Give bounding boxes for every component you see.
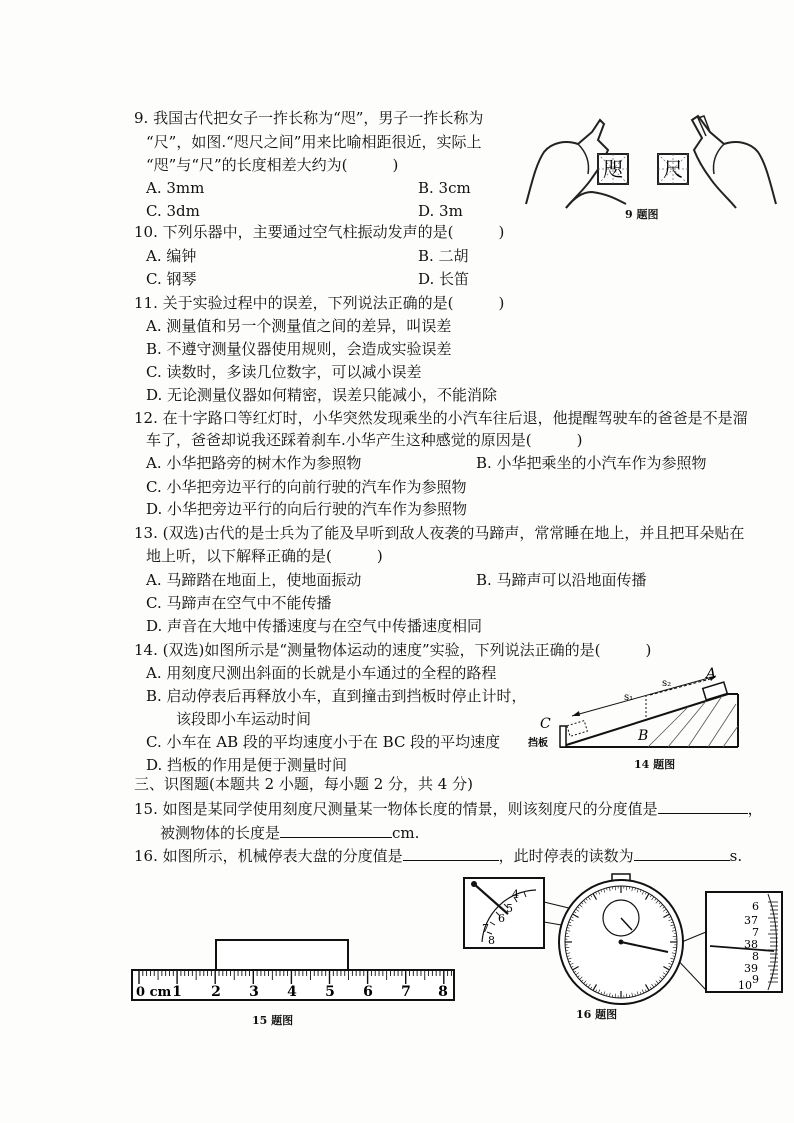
q14-label-b: B	[638, 728, 649, 744]
q14-label-c: C	[540, 716, 551, 732]
q11-option-b[interactable]: B. 不遵守测量仪器使用规则，会造成实验误差	[146, 340, 452, 358]
q13-stem-line-1: 13. (双选)古代的是士兵为了能及早听到敌人夜袭的马蹄声，常常睡在地上，并且把耳朵贴在	[134, 524, 745, 542]
q15-ruler-unit: 0 cm	[136, 985, 172, 1000]
q15-answer-blank-1[interactable]	[658, 799, 748, 814]
q14-option-a[interactable]: A. 用刻度尺测出斜面的长就是小车通过的全程的路程	[146, 664, 497, 682]
q14-label-s2: s₂	[662, 678, 672, 689]
q13-stem-line-2: 地上听，以下解释正确的是( )	[146, 547, 383, 565]
q14-incline-figure	[528, 664, 740, 754]
q11-option-d[interactable]: D. 无论测量仪器如何精密，误差只能减小，不能消除	[146, 386, 498, 404]
q9-hands-figure	[522, 112, 780, 212]
q16-stem-post: s.	[729, 847, 743, 865]
q11-stem: 11. 关于实验过程中的误差，下列说法正确的是( )	[134, 294, 505, 312]
q16-stem-mid: ，此时停表的读数为	[498, 847, 634, 865]
q9-stem-line-3: “咫”与“尺”的长度相差大约为( )	[146, 156, 399, 174]
q11-option-c[interactable]: C. 读数时，多读几位数字，可以减小误差	[146, 363, 422, 381]
q14-option-c[interactable]: C. 小车在 AB 段的平均速度小于在 BC 段的平均速度	[146, 733, 501, 751]
q9-option-c[interactable]: C. 3dm	[146, 202, 200, 220]
q16-stopwatch-figure	[462, 872, 784, 1006]
q16-large-num-10: 10	[738, 979, 752, 992]
q16-large-num-8: 8	[752, 950, 759, 963]
q16-answer-blank-2[interactable]	[634, 846, 730, 861]
q15-stem-line-2	[160, 823, 419, 843]
q9-option-a[interactable]: A. 3mm	[146, 179, 205, 197]
q12-option-d[interactable]: D. 小华把旁边平行的向后行驶的汽车作为参照物	[146, 500, 468, 518]
q13-option-c[interactable]: C. 马蹄声在空气中不能传播	[146, 594, 332, 612]
q16-small-num-8: 8	[488, 934, 495, 947]
section-3-title: 三、识图题(本题共 2 小题，每小题 2 分，共 4 分)	[134, 775, 473, 793]
q12-stem-line-2: 车了，爸爸却说我还踩着刹车.小华产生这种感觉的原因是( )	[146, 431, 583, 449]
q12-option-a[interactable]: A. 小华把路旁的树木作为参照物	[146, 454, 362, 472]
q9-stem-line-1: 9. 我国古代把女子一拃长称为“咫”，男子一拃长称为	[134, 109, 484, 127]
q15-answer-blank-2[interactable]	[280, 823, 392, 838]
q14-figure-caption: 14 题图	[634, 758, 676, 771]
q12-stem-line-1: 12. 在十字路口等红灯时，小华突然发现乘坐的小汽车往后退，他提醒驾驶车的爸爸是不是溜	[134, 409, 748, 427]
q12-option-c[interactable]: C. 小华把旁边平行的向前行驶的汽车作为参照物	[146, 478, 467, 496]
q15-stem-end: ，	[747, 800, 763, 818]
q16-large-num-39: 39	[744, 962, 758, 975]
q14-option-b-continued: 该段即小车运动时间	[176, 710, 312, 728]
q9-option-b[interactable]: B. 3cm	[418, 179, 471, 197]
q16-small-num-7: 7	[482, 922, 489, 935]
q15-ruler-number-2: 2	[211, 984, 221, 1000]
q13-option-a[interactable]: A. 马蹄踏在地面上，使地面振动	[146, 571, 362, 589]
q16-small-num-5: 5	[506, 902, 513, 915]
q16-stem-pre: 16. 如图所示，机械停表大盘的分度值是	[134, 847, 403, 865]
q10-stem: 10. 下列乐器中，主要通过空气柱振动发声的是( )	[134, 223, 505, 241]
q15-ruler-number-6: 6	[363, 984, 373, 1000]
q15-ruler-figure	[130, 938, 458, 1004]
q16-large-num-9: 9	[752, 973, 759, 986]
q15-measured-object	[216, 940, 348, 970]
q15-ruler-number-7: 7	[401, 984, 411, 1000]
q10-option-c[interactable]: C. 钢琴	[146, 270, 197, 288]
q9-stem-line-2: “尺”，如图.“咫尺之间”用来比喻相距很近，实际上	[146, 133, 482, 151]
q10-option-b[interactable]: B. 二胡	[418, 247, 469, 265]
q15-stem-pre: 被测物体的长度是	[160, 824, 281, 842]
q15-ruler-number-4: 4	[287, 984, 297, 1000]
q16-large-num-38: 38	[744, 938, 758, 951]
q14-label-a: A	[706, 666, 717, 682]
q10-option-d[interactable]: D. 长笛	[418, 270, 470, 288]
q15-stem-line-1	[134, 799, 763, 819]
q9-char-zhi: 咫	[603, 157, 623, 181]
q15-ruler-number-5: 5	[325, 984, 335, 1000]
q16-small-num-4: 4	[512, 888, 519, 901]
q15-ruler-number-8: 8	[438, 984, 448, 1000]
q16-figure-caption: 16 题图	[576, 1008, 618, 1021]
q14-option-b[interactable]: B. 启动停表后再释放小车，直到撞击到挡板时停止计时，	[146, 687, 527, 705]
q16-large-num-37: 37	[744, 914, 758, 927]
q16-small-num-6: 6	[498, 912, 505, 925]
q9-char-chi: 尺	[663, 157, 683, 181]
q15-figure-caption: 15 题图	[252, 1014, 294, 1027]
q13-option-d[interactable]: D. 声音在大地中传播速度与在空气中传播速度相同	[146, 617, 483, 635]
q12-option-b[interactable]: B. 小华把乘坐的小汽车作为参照物	[476, 454, 707, 472]
q10-option-a[interactable]: A. 编钟	[146, 247, 197, 265]
q16-large-num-7: 7	[752, 926, 759, 939]
q9-figure-caption: 9 题图	[625, 208, 659, 221]
q15-ruler-number-3: 3	[249, 984, 259, 1000]
q15-stem-text: 15. 如图是某同学使用刻度尺测量某一物体长度的情景，则该刻度尺的分度值是	[134, 800, 658, 818]
q14-stem: 14. (双选)如图所示是“测量物体运动的速度”实验，下列说法正确的是( )	[134, 641, 652, 659]
q16-stem	[134, 846, 742, 866]
q13-option-b[interactable]: B. 马蹄声可以沿地面传播	[476, 571, 647, 589]
q15-ruler-number-1: 1	[172, 984, 182, 1000]
q15-stem-post: cm.	[392, 824, 420, 842]
q9-option-d[interactable]: D. 3m	[418, 202, 463, 220]
q16-large-num-6: 6	[752, 900, 759, 913]
q14-option-d[interactable]: D. 挡板的作用是便于测量时间	[146, 756, 348, 774]
q11-option-a[interactable]: A. 测量值和另一个测量值之间的差异，叫误差	[146, 317, 452, 335]
q14-label-s1: s₁	[624, 692, 634, 703]
q16-answer-blank-1[interactable]	[403, 846, 499, 861]
q14-label-plate: 挡板	[528, 738, 548, 749]
